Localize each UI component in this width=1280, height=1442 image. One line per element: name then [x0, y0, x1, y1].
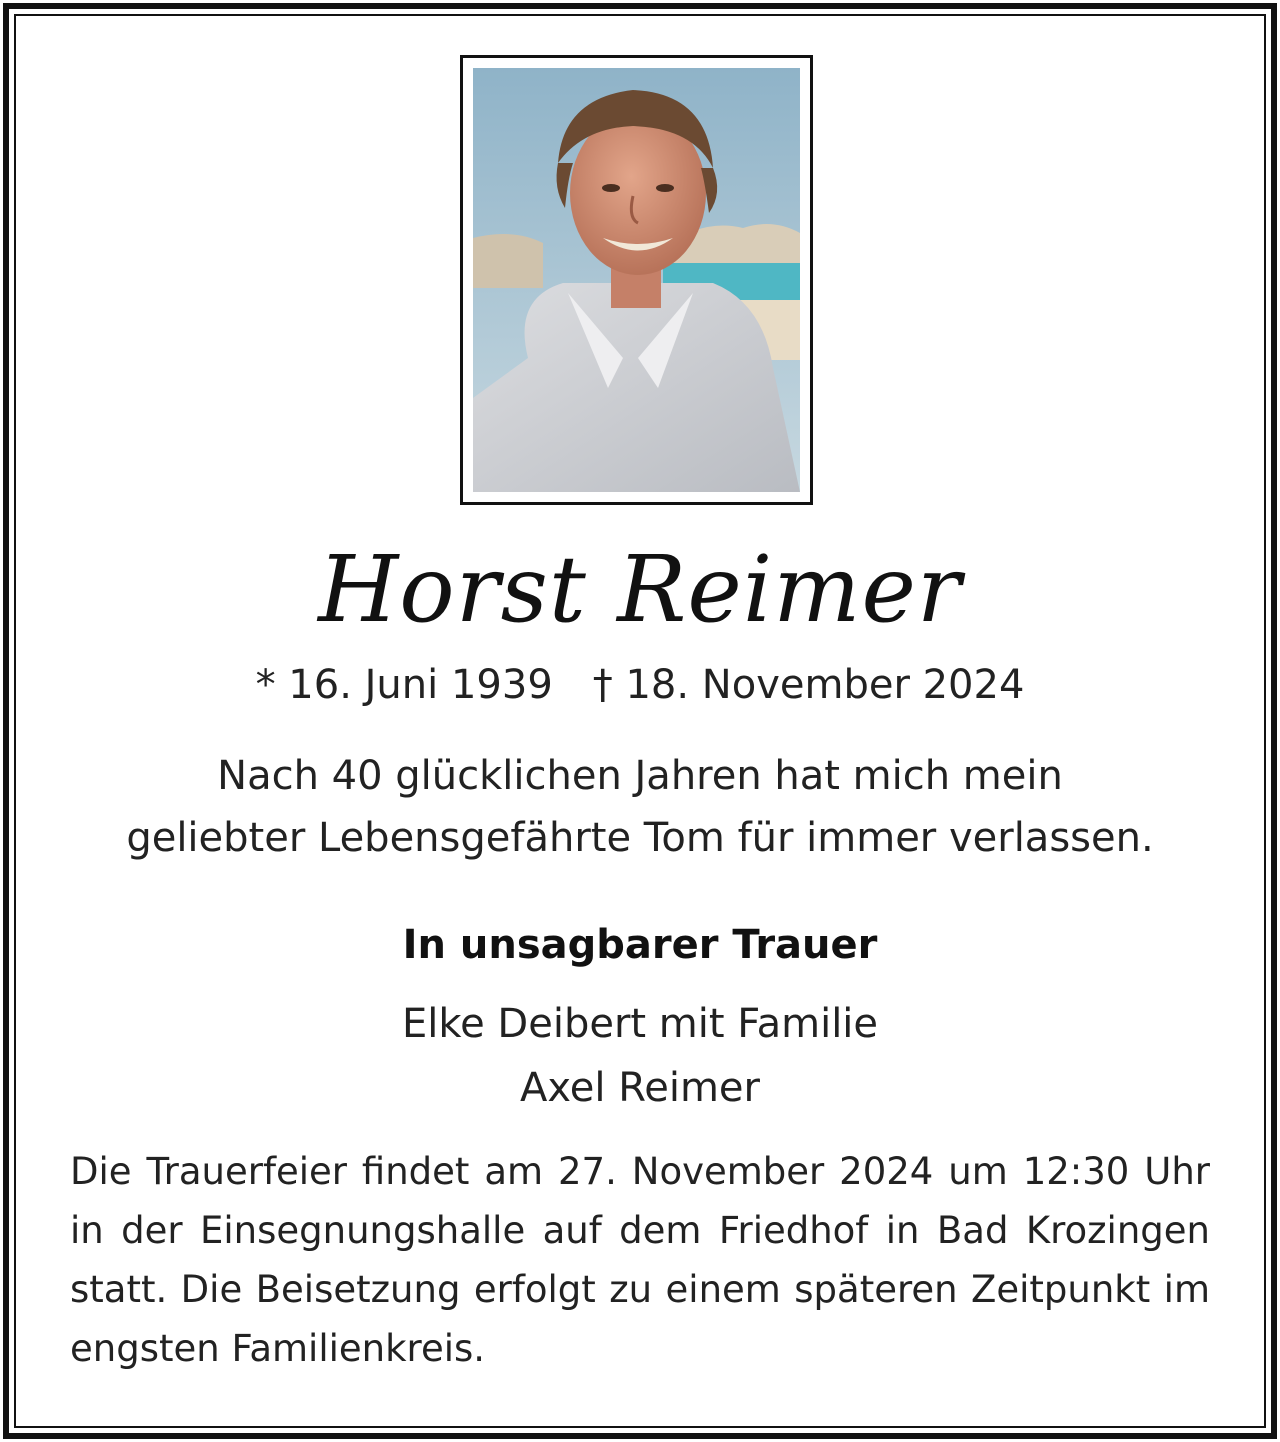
- portrait-photo: [473, 68, 800, 492]
- mourner-name: Elke Deibert mit Familie: [401, 1001, 879, 1047]
- funeral-service-info: Die Trauerfeier findet am 27. November 2024 um 12:30 Uhr in der Einsegnungshalle auf dem Friedhof in Bad Krozingen statt. Die Beisetzung erfolgt zu einem späteren Zeitpunkt im engsten Familienkreis.: [70, 1150, 1210, 1370]
- death-date: † 18. November 2024: [592, 662, 1025, 708]
- memorial-message-line-1: Nach 40 glücklichen Jahren hat mich mein: [217, 753, 1063, 799]
- mourners-list: [0, 992, 1280, 1120]
- deceased-name: Horst Reimer: [318, 536, 962, 643]
- mourner-name: Axel Reimer: [520, 1065, 760, 1111]
- memorial-message: [0, 745, 1280, 869]
- portrait-frame: [460, 55, 813, 505]
- mourning-heading: In unsagbarer Trauer: [402, 922, 878, 968]
- memorial-message-line-2: geliebter Lebensgefährte Tom für immer verlassen.: [126, 815, 1154, 861]
- birth-date: * 16. Juni 1939: [255, 662, 553, 708]
- life-dates: [0, 655, 1280, 715]
